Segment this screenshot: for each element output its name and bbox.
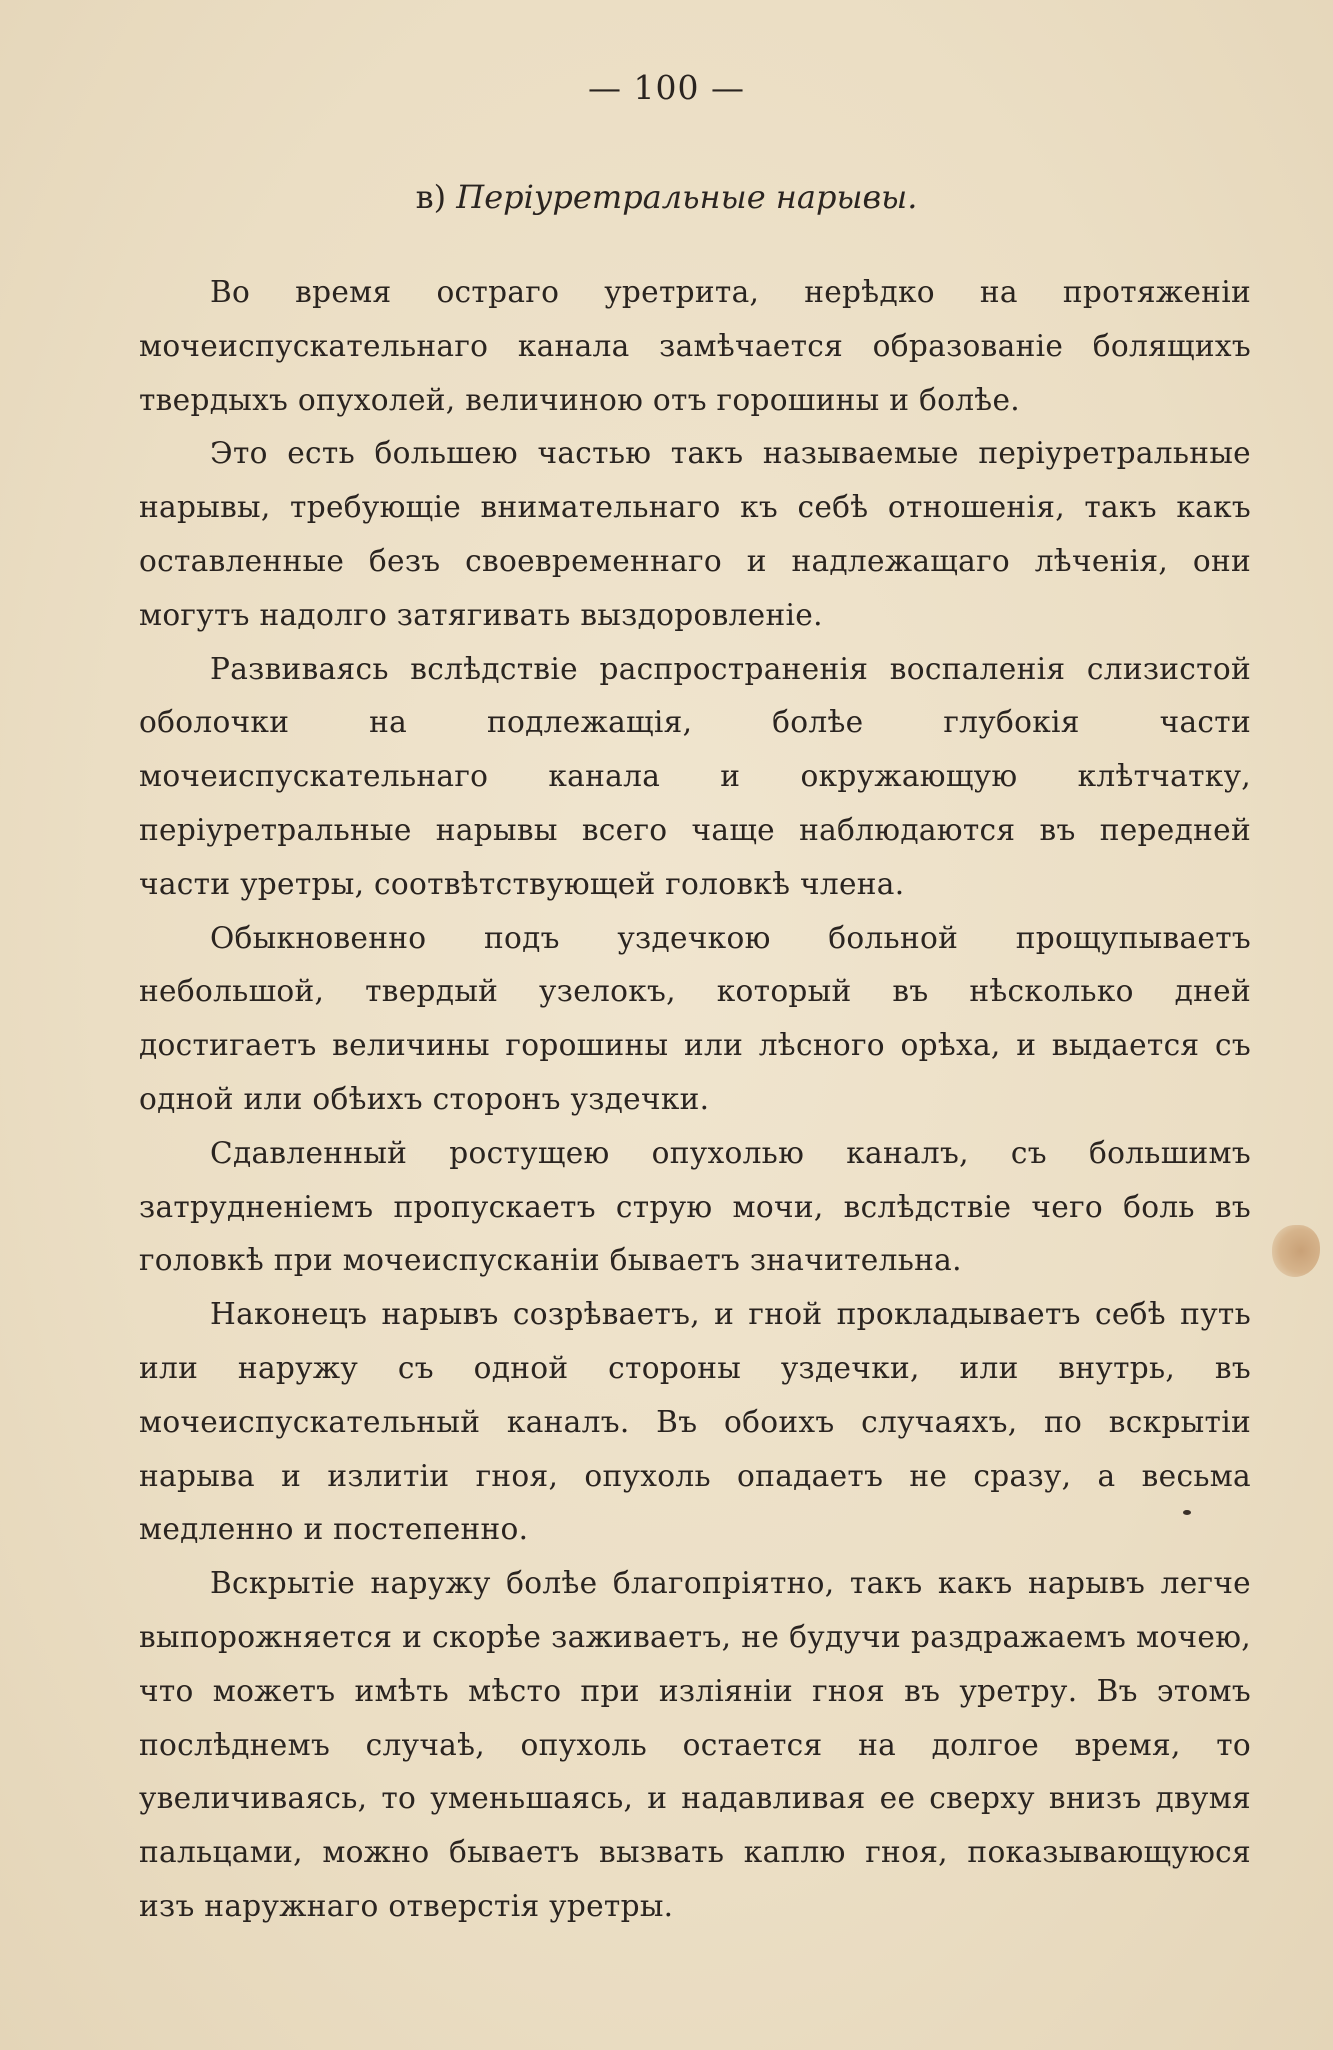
paragraph: Наконецъ нарывъ созрѣваетъ, и гной прокладываетъ себѣ путь или наружу съ одной стороны уздечки, или внутрь, въ мочеиспускательный каналъ. Въ обоихъ случаяхъ, по вскрытіи нарыва и излитіи гноя, опухоль опадаетъ не сразу, а весьма медленно и постепенно.: [139, 1297, 1251, 1547]
paragraph: Во время остраго уретрита, нерѣдко на протяженіи мочеиспускательнаго канала замѣчается образованіе болящихъ твердыхъ опухолей, величиною отъ горошины и болѣе.: [139, 275, 1251, 417]
section-heading: [0, 178, 1333, 216]
body-text: [139, 266, 1251, 1934]
section-title: Періуретральные нарывы.: [456, 178, 918, 216]
paragraph: Это есть большею частью такъ называемые періуретральные нарывы, требующіе внимательнаго къ себѣ отношенія, такъ какъ оставленные безъ своевременнаго и надлежащаго лѣченія, они могутъ надолго затягивать выздоровленіе.: [139, 436, 1251, 632]
paragraph: Обыкновенно подъ уздечкою больной прощупываетъ небольшой, твердый узелокъ, который въ нѣсколько дней достигаетъ величины горошины или лѣсного орѣха, и выдается съ одной или обѣихъ сторонъ уздечки.: [139, 920, 1251, 1116]
section-marker: в): [415, 178, 447, 216]
paragraph: Развиваясь вслѣдствіе распространенія воспаленія слизистой оболочки на подлежащія, болѣе глубокія части мочеиспускательнаго канала и окружающую клѣтчатку, періуретральные нарывы всего чаще наблюдаются въ передней части уретры, соотвѣтствующей головкѣ члена.: [139, 651, 1251, 901]
page-number: — 100 —: [588, 68, 745, 107]
paragraph: Вскрытіе наружу болѣе благопріятно, такъ какъ нарывъ легче выпорожняется и скорѣе заживаетъ, не будучи раздражаемъ мочею, что можетъ имѣть мѣсто при изліяніи гноя въ уретру. Въ этомъ послѣднемъ случаѣ, опухоль остается на долгое время, то увеличиваясь, то уменьшаясь, и надавливая ее сверху внизъ двумя пальцами, можно бываетъ вызвать каплю гноя, показывающуюся изъ наружнаго отверстія уретры.: [139, 1566, 1251, 1923]
paragraph: Сдавленный ростущею опухолью каналъ, съ большимъ затрудненіемъ пропускаетъ струю мочи, вслѣдствіе чего боль въ головкѣ при мочеиспусканіи бываетъ значительна.: [139, 1135, 1251, 1278]
paper-stain: [1272, 1225, 1320, 1277]
ink-speck: [1183, 1510, 1191, 1515]
